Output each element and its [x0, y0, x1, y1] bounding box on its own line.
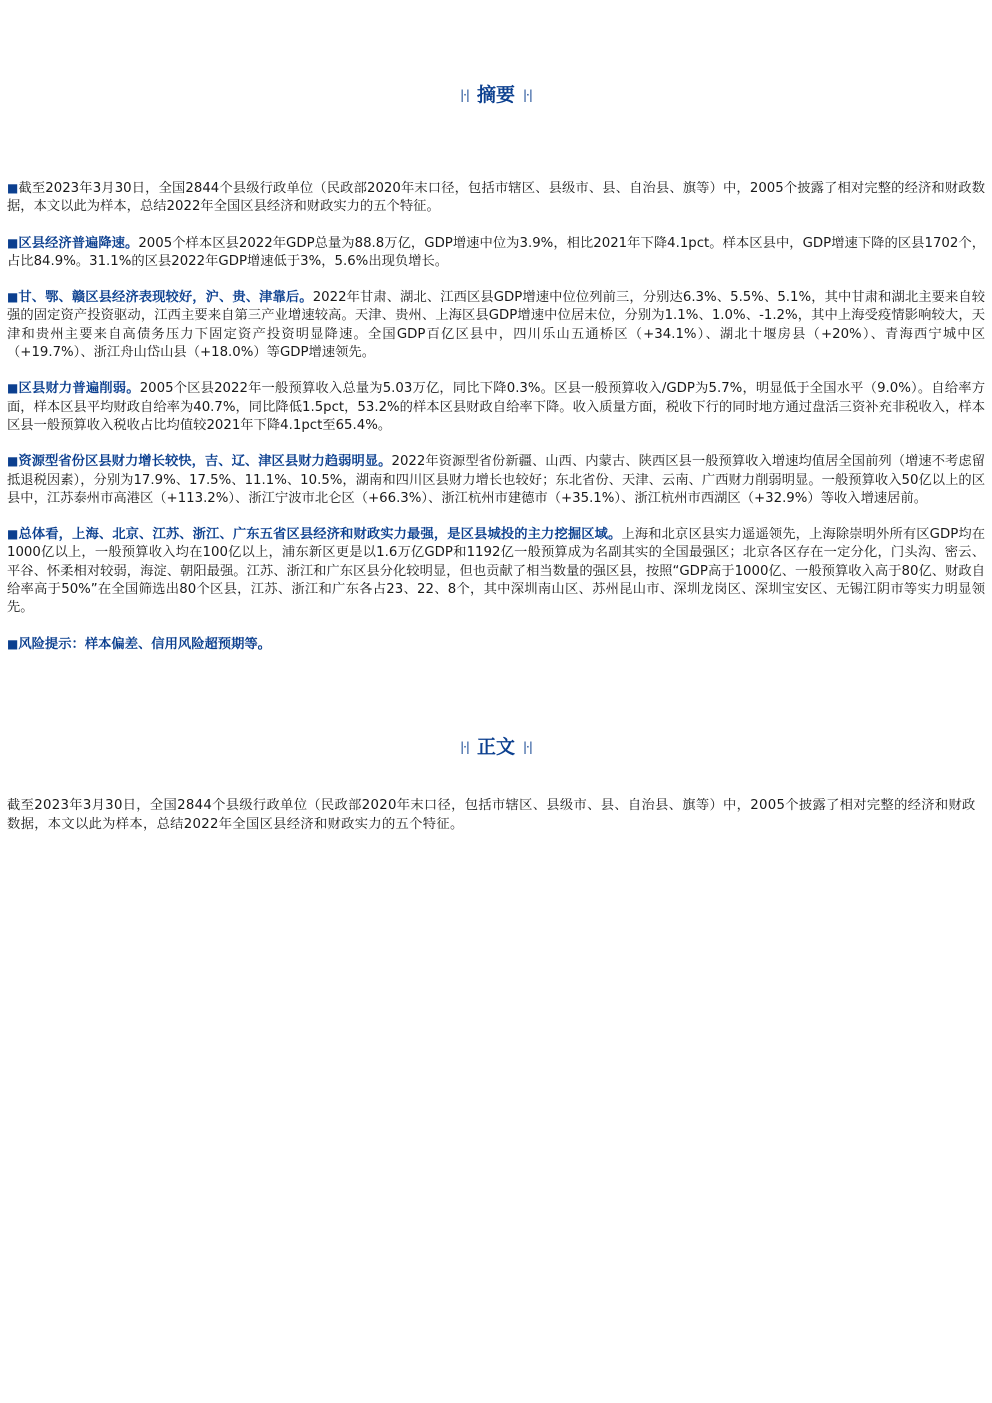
abstract-paragraph	[7, 179, 985, 217]
paragraph-lead: 总体看，上海、北京、江苏、浙江、广东五省区县经济和财政实力最强，是区县城投的主力挖掘区域。	[18, 527, 622, 543]
heading-deco-left-icon: |·|	[460, 88, 469, 102]
bullet-square-icon: ■	[7, 290, 19, 305]
paragraph-text: 2005个区县2022年一般预算收入总量为5.03万亿，同比下降0.3%。区县一般预算收入/GDP为5.7%，明显低于全国水平（9.0%）。自给率方面，样本区县平均财政自给率为40.7%，同比降低1.5pct，53.2%的样本区县财政自给率下降。收入质量方面，税收下行的同时地方通过盘活三资补充非税收入，样本区县一般预算收入税收占比均值较2021年下降4.1pct至65.4%。	[7, 381, 985, 433]
paragraph-text: 2022年资源型省份新疆、山西、内蒙古、陕西区县一般预算收入增速均值居全国前列（增速不考虑留抵退税因素），分别为17.9%、17.5%、11.1%、10.5%，湖南和四川区县财力增长也较好；东北省份、天津、云南、广西财力削弱明显。一般预算收入50亿以上的区县中，江苏泰州市高港区（+113.2%）、浙江宁波市北仑区（+66.3%）、浙江杭州市建德市（+35.1%）、浙江杭州市西湖区（+32.9%）等收入增速居前。	[7, 454, 986, 506]
heading-deco-right-icon: |·|	[523, 88, 532, 102]
bullet-square-icon: ■	[7, 527, 19, 542]
paragraph-text: 截至2023年3月30日，全国2844个县级行政单位（民政部2020年末口径，包括市辖区、县级市、县、自治县、旗等）中，2005个披露了相对完整的经济和财政数据，本文以此为样本，总结2022年全国区县经济和财政实力的五个特征。	[7, 181, 985, 215]
abstract-paragraph	[7, 452, 985, 508]
heading-deco-right-icon: |·|	[523, 740, 532, 754]
abstract-paragraph	[7, 635, 985, 654]
bullet-square-icon: ■	[7, 181, 19, 195]
paragraph-lead: 风险提示：样本偏差、信用风险超预期等。	[18, 636, 271, 652]
paragraph-text: 2022年甘肃、湖北、江西区县GDP增速中位位列前三，分别达6.3%、5.5%、5.1%，其中甘肃和湖北主要来自较强的固定资产投资驱动，江西主要来自第三产业增速较高。天津、贵州、上海区县GDP增速中位居末位，分别为1.1%、1.0%、-1.2%，其中上海受疫情影响较大，天津和贵州主要来自高债务压力下固定资产投资明显降速。全国GDP百亿区县中，四川乐山五通桥区（+34.1%）、湖北十堰房县（+20%）、青海西宁城中区（+19.7%）、浙江舟山岱山县（+18.0%）等GDP增速领先。	[7, 290, 986, 361]
abstract-heading	[0, 83, 992, 107]
paragraph-lead: 资源型省份区县财力增长较快，吉、辽、津区县财力趋弱明显。	[18, 454, 392, 470]
abstract-paragraph	[7, 379, 985, 435]
paragraph-lead: 区县经济普遍降速。	[18, 235, 139, 251]
body-paragraph: 截至2023年3月30日，全国2844个县级行政单位（民政部2020年末口径，包括市辖区、县级市、县、自治县、旗等）中，2005个披露了相对完整的经济和财政数据，本文以此为样本，总结2022年全国区县经济和财政实力的五个特征。	[7, 798, 976, 832]
paragraph-lead: 甘、鄂、赣区县经济表现较好，沪、贵、津靠后。	[18, 290, 313, 306]
bullet-square-icon: ■	[7, 636, 19, 651]
abstract-paragraph	[7, 234, 985, 272]
abstract-section	[7, 179, 985, 671]
abstract-paragraph	[7, 525, 985, 617]
bullet-square-icon: ■	[7, 381, 19, 396]
bullet-square-icon: ■	[7, 454, 19, 469]
bullet-square-icon: ■	[7, 235, 19, 250]
body-heading-text: 正文	[476, 736, 515, 758]
paragraph-text: 2005个样本区县2022年GDP总量为88.8万亿，GDP增速中位为3.9%，相比2021年下降4.1pct。样本区县中，GDP增速下降的区县1702个，占比84.9%。31.1%的区县2022年GDP增速低于3%，5.6%出现负增长。	[7, 235, 985, 269]
abstract-paragraph	[7, 288, 985, 362]
body-heading	[0, 735, 992, 759]
paragraph-text: 上海和北京区县实力遥遥领先，上海除崇明外所有区GDP均在1000亿以上，一般预算收入均在100亿以上，浦东新区更是以1.6万亿GDP和1192亿一般预算成为名副其实的全国最强区；北京各区存在一定分化，门头沟、密云、平谷、怀柔相对较弱，海淀、朝阳最强。江苏、浙江和广东区县分化较明显，但也贡献了相当数量的强区县，按照“GDP高于1000亿、一般预算收入高于80亿、财政自给率高于50%”在全国筛选出80个区县，江苏、浙江和广东各占23、22、8个，其中深圳南山区、苏州昆山市、深圳龙岗区、深圳宝安区、无锡江阴市等实力明显领先。	[7, 527, 986, 616]
heading-deco-left-icon: |·|	[460, 740, 469, 754]
abstract-heading-text: 摘要	[476, 84, 515, 106]
paragraph-lead: 区县财力普遍削弱。	[18, 381, 140, 397]
